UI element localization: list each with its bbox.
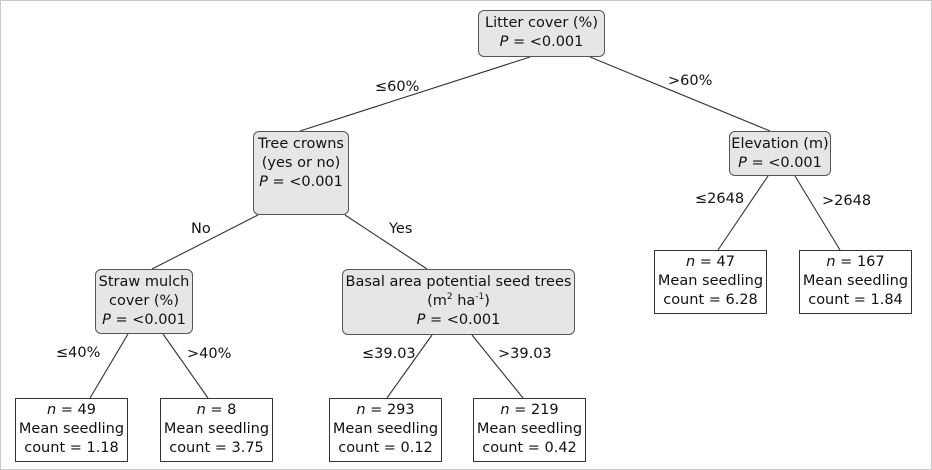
edge-basal-leaf3: [387, 335, 432, 398]
edge-label-litter-left: ≤60%: [375, 79, 420, 95]
node-title-line2: (yes or no): [261, 155, 341, 171]
n-label: n: [356, 402, 366, 418]
leaf-mean-label: Mean seedling: [332, 421, 439, 437]
leaf-mean-label: Mean seedling: [18, 421, 125, 437]
n-value: = 8: [205, 402, 237, 418]
node-title-line1: Straw mulch: [98, 274, 190, 290]
leaf-count: count = 6.28: [663, 292, 758, 308]
p-label: P: [499, 34, 509, 50]
n-label: n: [46, 402, 57, 418]
p-label: P: [259, 174, 268, 190]
node-p-value: [96, 311, 192, 330]
node-p-value: [479, 33, 604, 52]
edge-label-crowns-left: No: [191, 221, 211, 237]
leaf-node-4: [473, 398, 586, 462]
n-value: = 219: [509, 402, 559, 418]
edge-label-mulch-left: ≤40%: [56, 345, 101, 361]
node-title-line1: Basal area potential seed trees: [345, 274, 572, 290]
unit-m-exp: 2: [446, 292, 453, 303]
unit-m: (m: [427, 293, 447, 309]
n-value: = 293: [365, 402, 415, 418]
edge-label-elev-left: ≤2648: [695, 191, 745, 207]
node-title: Litter cover (%): [485, 15, 598, 31]
leaf-count: count = 1.18: [24, 440, 119, 456]
edge-mulch-leaf1: [90, 334, 128, 398]
n-label: n: [500, 402, 510, 418]
p-value-text: = <0.001: [110, 312, 186, 328]
node-basal-area: [342, 269, 575, 335]
edge-label-mulch-right: >40%: [187, 346, 232, 362]
p-value-text: = <0.001: [267, 174, 343, 190]
n-value: = 167: [835, 254, 885, 270]
leaf-mean-label: Mean seedling: [657, 273, 764, 289]
edge-elev-leaf6: [795, 176, 840, 250]
node-unit: [343, 292, 574, 311]
node-title-line1: Tree crowns: [258, 136, 344, 152]
leaf-n: [474, 401, 585, 420]
node-title: Elevation (m): [731, 136, 829, 152]
n-value: = 47: [695, 254, 736, 270]
leaf-mean-label: Mean seedling: [163, 421, 270, 437]
leaf-mean-label: Mean seedling: [476, 421, 583, 437]
leaf-count: count = 0.42: [482, 440, 577, 456]
edge-elev-leaf5: [718, 176, 768, 250]
node-straw-mulch: [95, 269, 193, 334]
edge-label-litter-right: >60%: [668, 73, 713, 89]
n-label: n: [196, 402, 206, 418]
node-litter-cover: [478, 10, 605, 57]
edge-label-basal-left: ≤39.03: [362, 346, 416, 362]
leaf-n: [161, 401, 272, 420]
p-value-text: = <0.001: [425, 312, 501, 328]
n-label: n: [826, 254, 836, 270]
edge-label-crowns-right: Yes: [389, 221, 413, 237]
p-label: P: [738, 155, 747, 171]
p-value-text: = <0.001: [508, 34, 584, 50]
n-label: n: [685, 254, 696, 270]
leaf-node-5: [654, 250, 767, 314]
leaf-node-6: [799, 250, 912, 314]
leaf-count: count = 0.12: [338, 440, 433, 456]
unit-close: ): [484, 293, 490, 309]
unit-ha: ha: [452, 293, 476, 309]
node-tree-crowns: [253, 131, 349, 215]
edge-crowns-basal: [345, 215, 427, 269]
edge-mulch-leaf2: [163, 334, 208, 398]
leaf-n: [330, 401, 441, 420]
leaf-n: [800, 253, 911, 272]
p-label: P: [416, 312, 426, 328]
node-elevation: [729, 131, 831, 176]
edge-litter-elevation: [590, 57, 770, 131]
edge-label-elev-right: >2648: [822, 193, 872, 209]
leaf-n: [16, 401, 127, 420]
leaf-n: [655, 253, 766, 272]
leaf-count: count = 3.75: [169, 440, 264, 456]
node-p-value: [730, 154, 830, 173]
p-label: P: [102, 312, 111, 328]
edge-label-basal-right: >39.03: [498, 346, 552, 362]
edge-basal-leaf4: [472, 335, 523, 398]
n-value: = 49: [56, 402, 97, 418]
leaf-count: count = 1.84: [808, 292, 903, 308]
unit-ha-exp: -1: [475, 292, 485, 303]
node-p-value: [254, 173, 348, 192]
node-title-line2: cover (%): [108, 293, 179, 309]
leaf-node-3: [329, 398, 442, 462]
leaf-mean-label: Mean seedling: [802, 273, 909, 289]
p-value-text: = <0.001: [746, 155, 822, 171]
node-p-value: [343, 311, 574, 330]
leaf-node-2: [160, 398, 273, 462]
leaf-node-1: [15, 398, 128, 462]
